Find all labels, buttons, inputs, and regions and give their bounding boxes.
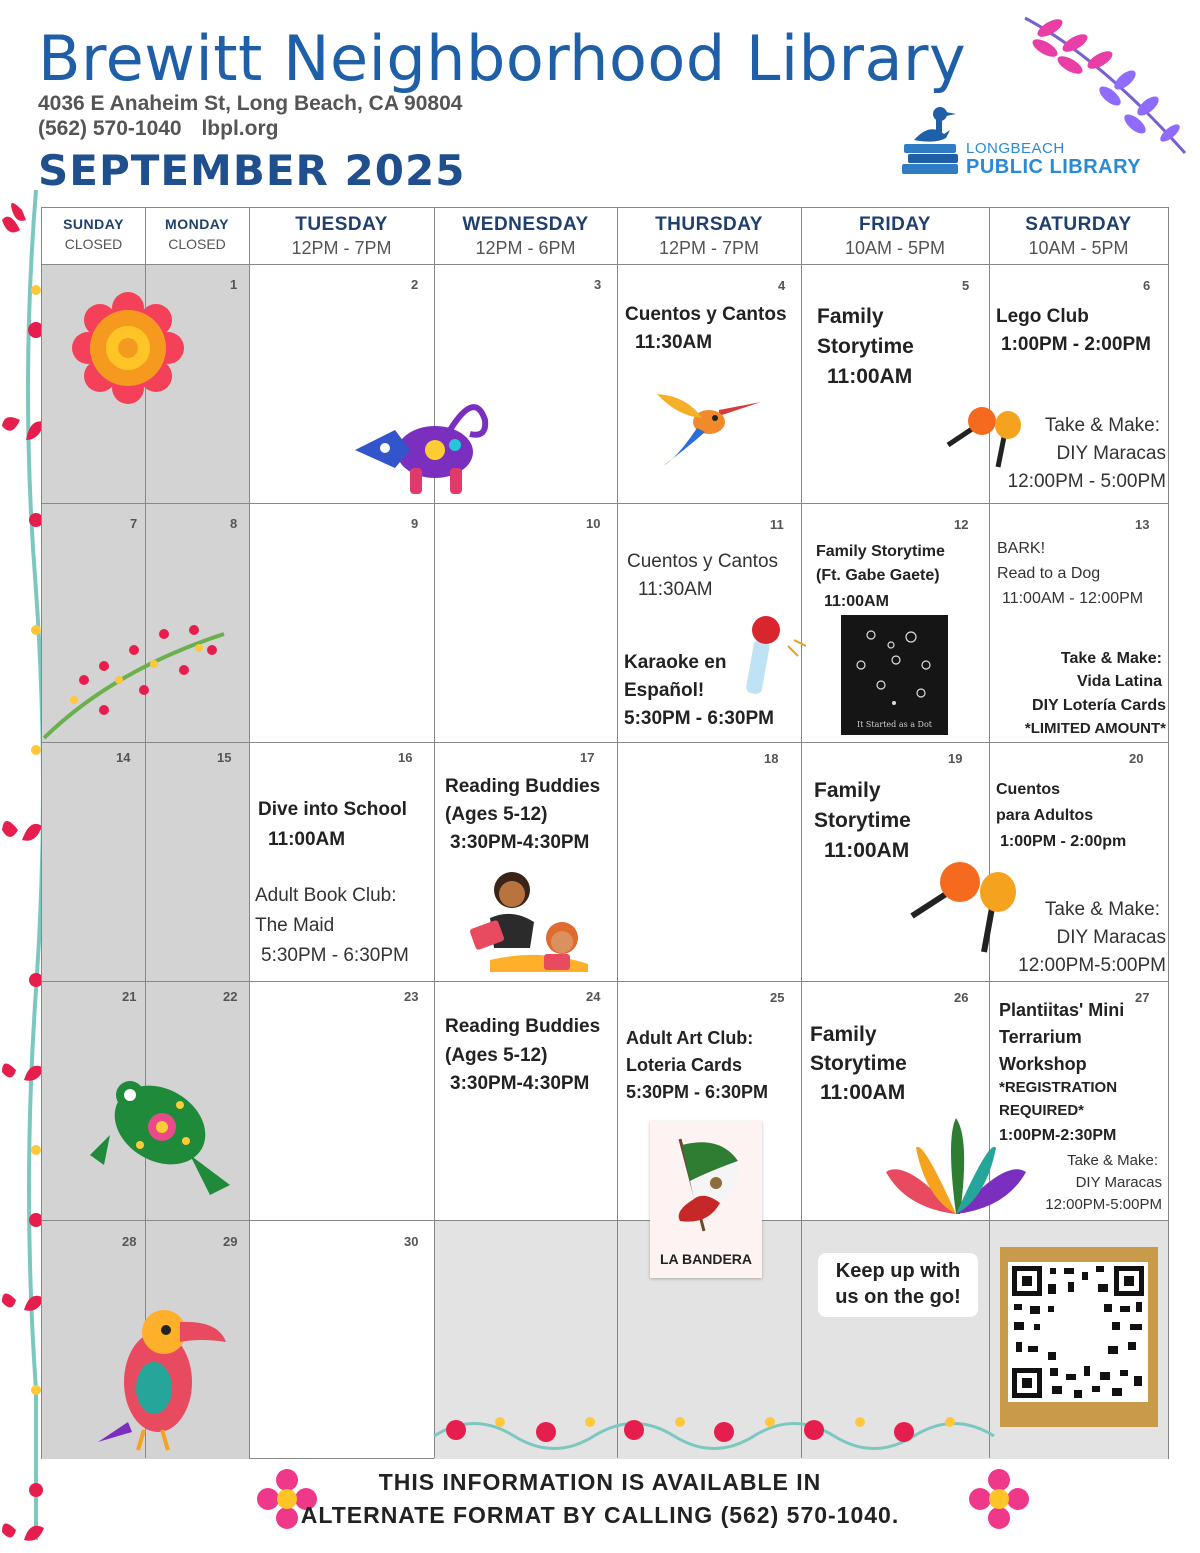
date-1: 1 (230, 277, 238, 292)
event-d4-time: 11:30AM (635, 332, 713, 353)
accessibility-note-line1: THIS INFORMATION IS AVAILABLE IN (378, 1469, 822, 1495)
event-d26-line2: Storytime (810, 1052, 907, 1075)
event-d19-line1: Family (814, 779, 881, 802)
event-d6-takemake-3: 12:00PM - 5:00PM (1007, 471, 1166, 492)
event-d27-takemake-3: 12:00PM-5:00PM (1045, 1196, 1162, 1213)
header-friday: FRIDAY 10AM - 5PM (844, 214, 946, 258)
event-d19-line2: Storytime (814, 809, 911, 832)
event-d13-line2: Read to a Dog (997, 565, 1101, 582)
event-d19-time: 11:00AM (824, 839, 910, 862)
date-15: 15 (217, 750, 232, 765)
date-11: 11 (770, 517, 784, 532)
event-d13-line1: BARK! (997, 540, 1046, 557)
event-d20-line1: Cuentos (996, 781, 1060, 798)
event-d25-time: 5:30PM - 6:30PM (626, 1082, 769, 1102)
promo-line2: us on the go! (835, 1286, 961, 1308)
event-d4-title: Cuentos y Cantos (625, 304, 787, 325)
date-12: 12 (954, 517, 969, 532)
event-d20-takemake-1: Take & Make: (1044, 899, 1160, 920)
date-22: 22 (223, 989, 238, 1004)
event-d25-line2: Loteria Cards (626, 1055, 743, 1075)
event-d11-karaoke-time: 5:30PM - 6:30PM (624, 708, 774, 729)
event-d20-line2: para Adultos (996, 807, 1094, 824)
event-d5-line2: Storytime (817, 335, 914, 358)
library-address: 4036 E Anaheim St, Long Beach, CA 90804 (38, 92, 463, 115)
closed-sunday-column (42, 264, 145, 1459)
event-d12-time: 11:00AM (824, 593, 889, 610)
calendar-month: SEPTEMBER 2025 (38, 146, 466, 195)
event-d6-takemake-1: Take & Make: (1044, 415, 1160, 436)
event-d5-time: 11:00AM (827, 365, 913, 388)
toucan-icon (88, 1302, 228, 1452)
date-6: 6 (1143, 278, 1151, 293)
library-title: Brewitt Neighborhood Library (38, 22, 967, 95)
event-d27-time: 1:00PM-2:30PM (999, 1127, 1117, 1144)
header-saturday: SATURDAY 10AM - 5PM (1025, 214, 1132, 258)
event-d20-takemake-3: 12:00PM-5:00PM (1018, 955, 1166, 976)
event-d11-title: Cuentos y Cantos (627, 551, 779, 572)
date-3: 3 (594, 277, 602, 292)
date-9: 9 (411, 516, 419, 531)
event-d16-time: 11:00AM (268, 829, 346, 850)
flowering-branch-icon (44, 620, 229, 740)
alebrije-frog-icon (90, 1055, 240, 1205)
date-16: 16 (398, 750, 413, 765)
logo-line1: LONGBEACH (966, 140, 1065, 157)
closed-monday-column (145, 264, 249, 1459)
date-26: 26 (954, 990, 969, 1005)
date-17: 17 (580, 750, 595, 765)
book-cover-title: It Started as a Dot (857, 720, 932, 729)
floral-border-icon (434, 1406, 994, 1456)
kids-reading-icon (460, 868, 590, 976)
event-d6-time: 1:00PM - 2:00PM (1001, 334, 1151, 355)
event-d5-line1: Family (817, 305, 884, 328)
event-d13-takemake-1: Take & Make: (1060, 650, 1162, 667)
event-d27-line5: REQUIRED* (999, 1102, 1085, 1119)
date-18: 18 (764, 751, 779, 766)
contact-row (38, 117, 292, 141)
event-d27-line2: Terrarium (999, 1027, 1082, 1047)
event-d27-takemake-1: Take & Make: (1067, 1152, 1158, 1169)
orange-flower-icon (72, 292, 184, 404)
logo-line2: PUBLIC LIBRARY (966, 156, 1142, 178)
microphone-icon (738, 616, 810, 696)
event-d13-takemake-3: DIY Lotería Cards (1032, 697, 1166, 714)
date-21: 21 (122, 989, 137, 1004)
event-d16-title: Dive into School (258, 799, 407, 820)
date-2: 2 (411, 277, 419, 292)
date-30: 30 (404, 1234, 419, 1249)
event-d11-time: 11:30AM (638, 579, 713, 600)
date-25: 25 (770, 990, 785, 1005)
event-d13-takemake-2: Vida Latina (1076, 673, 1162, 690)
header-thursday: THURSDAY 12PM - 7PM (655, 214, 763, 258)
event-d26-time: 11:00AM (820, 1081, 906, 1104)
event-d24-time: 3:30PM-4:30PM (450, 1073, 590, 1094)
hummingbird-icon (657, 388, 762, 470)
header-sunday: SUNDAY CLOSED (63, 216, 124, 252)
date-20: 20 (1129, 751, 1144, 766)
event-d20-time: 1:00PM - 2:00pm (1000, 833, 1127, 850)
event-d6-title: Lego Club (996, 306, 1089, 327)
loteria-card-caption: LA BANDERA (659, 1251, 753, 1267)
event-d6-takemake-2: DIY Maracas (1056, 443, 1166, 464)
accessibility-note-line2: ALTERNATE FORMAT BY CALLING (562) 570-1040. (300, 1502, 900, 1528)
event-d12-line2: (Ft. Gabe Gaete) (816, 567, 940, 584)
event-d13-takemake-4: *LIMITED AMOUNT* (1024, 720, 1166, 737)
qr-code-icon (1008, 1262, 1148, 1402)
event-d27-line4: *REGISTRATION (999, 1079, 1118, 1096)
date-27: 27 (1135, 990, 1150, 1005)
date-8: 8 (230, 516, 238, 531)
event-d11-karaoke-1: Karaoke en (624, 652, 727, 673)
event-d20-takemake-2: DIY Maracas (1056, 927, 1166, 948)
event-d16-bookclub-time: 5:30PM - 6:30PM (261, 945, 409, 966)
stars-pattern-icon (841, 615, 948, 715)
header-monday: MONDAY CLOSED (165, 216, 229, 252)
date-28: 28 (122, 1234, 137, 1249)
event-d12-line1: Family Storytime (816, 543, 945, 560)
date-10: 10 (586, 516, 601, 531)
mexican-flag-icon (650, 1121, 762, 1241)
book-cover-image (841, 615, 948, 735)
header-wednesday: WEDNESDAY 12PM - 6PM (462, 214, 589, 258)
date-4: 4 (778, 278, 786, 293)
event-d27-line1: Plantiitas' Mini (999, 1000, 1125, 1020)
loteria-card (650, 1121, 762, 1278)
bird-on-books-icon (900, 100, 964, 185)
qr-code[interactable] (1008, 1262, 1148, 1402)
alebrije-animal-icon (355, 390, 490, 498)
event-d17-line1: Reading Buddies (445, 776, 601, 797)
event-d26-line1: Family (810, 1023, 877, 1046)
event-d17-time: 3:30PM-4:30PM (450, 832, 590, 853)
maracas-icon (946, 405, 1024, 469)
header-tuesday: TUESDAY 12PM - 7PM (291, 214, 392, 258)
event-d27-takemake-2: DIY Maracas (1075, 1174, 1162, 1191)
date-14: 14 (116, 750, 131, 765)
event-d16-bookclub-1: Adult Book Club: (255, 885, 397, 906)
date-24: 24 (586, 989, 601, 1004)
promo-bubble (818, 1253, 978, 1317)
date-19: 19 (948, 751, 963, 766)
date-13: 13 (1135, 517, 1150, 532)
event-d25-line1: Adult Art Club: (626, 1028, 754, 1048)
tropical-leaves-icon (886, 1118, 1026, 1216)
event-d13-time: 11:00AM - 12:00PM (1002, 590, 1144, 607)
event-d11-karaoke-2: Español! (624, 680, 705, 701)
event-d16-bookclub-2: The Maid (255, 915, 335, 936)
library-website: lbpl.org (201, 117, 279, 140)
date-5: 5 (962, 278, 970, 293)
maracas-icon-2 (910, 862, 1020, 954)
library-phone: (562) 570-1040 (38, 117, 182, 140)
event-d17-line2: (Ages 5-12) (445, 804, 548, 825)
lbpl-logo (900, 100, 1150, 185)
date-7: 7 (130, 516, 138, 531)
date-23: 23 (404, 989, 419, 1004)
event-d27-line3: Workshop (999, 1054, 1087, 1074)
date-29: 29 (223, 1234, 238, 1249)
event-d24-line2: (Ages 5-12) (445, 1045, 548, 1066)
promo-line1: Keep up with (835, 1260, 961, 1282)
event-d24-line1: Reading Buddies (445, 1016, 601, 1037)
